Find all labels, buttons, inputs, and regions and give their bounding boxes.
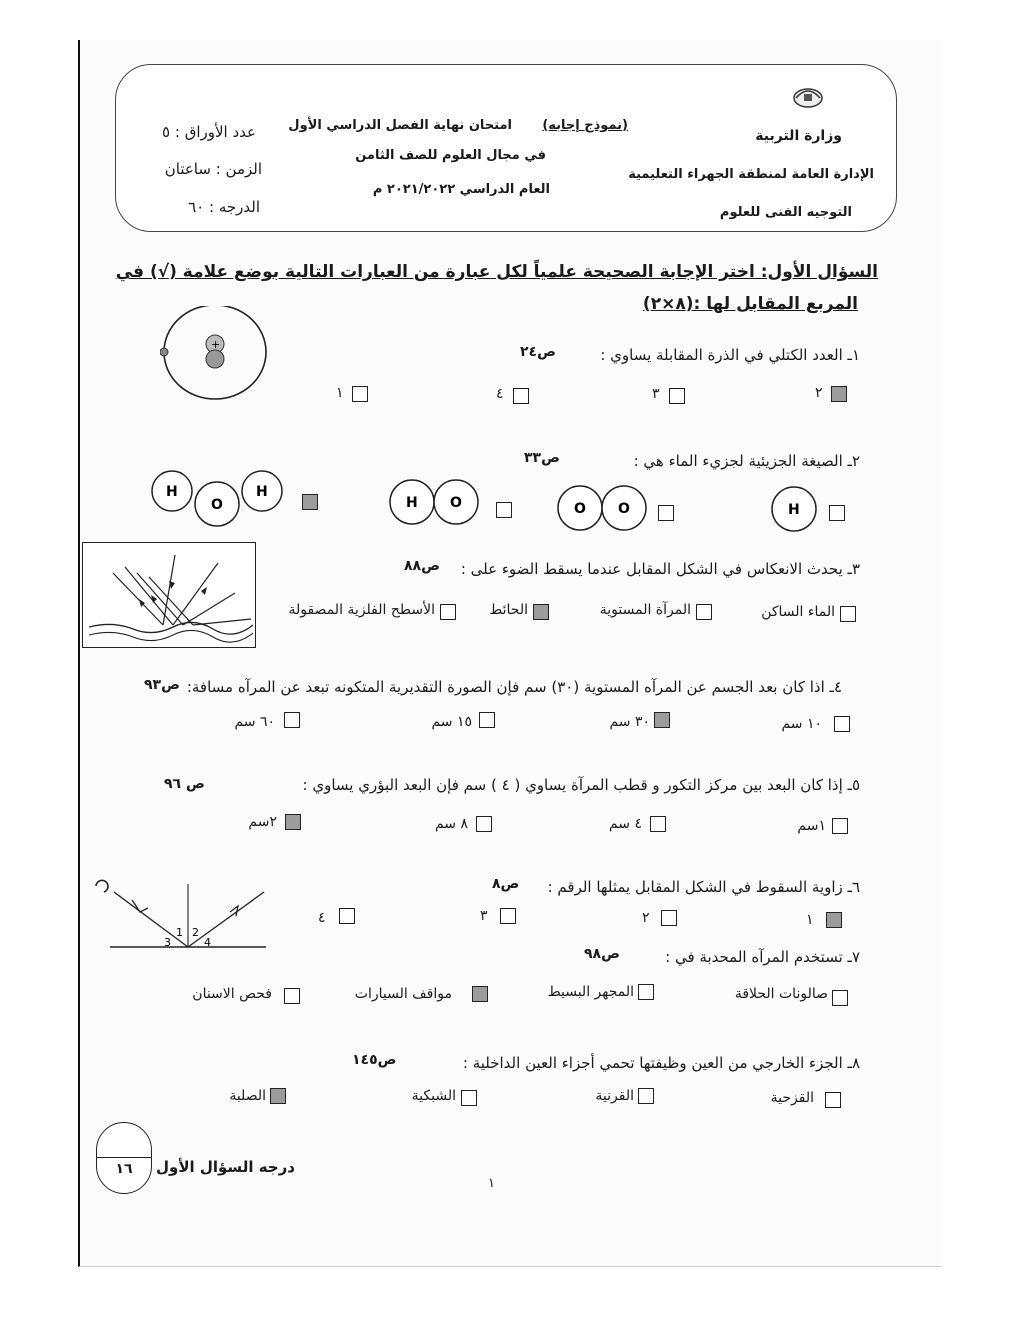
q5-option-1-checkbox[interactable]	[832, 818, 848, 834]
q1-option-1-checkbox[interactable]	[831, 386, 847, 402]
angle-label: 1	[176, 926, 183, 939]
q8-option-2-label: القرنية	[595, 1088, 634, 1104]
section-title-line2: المربع المقابل لها :(٨×٢)	[642, 294, 858, 314]
q8-option-4-label: الصلبة	[229, 1088, 266, 1104]
q4-option-2-label: ٣٠ سم	[609, 714, 650, 730]
q1-option-4-label: ١	[336, 385, 344, 401]
exam-time: الزمن : ساعتان	[164, 160, 262, 178]
q1-option-1-label: ٢	[815, 385, 823, 401]
question-8-page: ص١٤٥	[352, 1052, 397, 1068]
q5-option-3-checkbox[interactable]	[476, 816, 492, 832]
q3-option-3-label: الحائط	[489, 602, 528, 618]
q4-option-3-label: ١٥ سم	[431, 714, 472, 730]
q8-option-3-label: الشبكية	[411, 1088, 456, 1104]
q1-option-2-checkbox[interactable]	[669, 388, 685, 404]
exam-subject: في مجال العلوم للصف الثامن	[355, 148, 546, 163]
question-5-page: ص ٩٦	[164, 776, 205, 792]
q7-option-3-checkbox[interactable]	[472, 986, 488, 1002]
atom-label: H	[166, 484, 178, 500]
q4-option-2-checkbox[interactable]	[654, 712, 670, 728]
ministry-emblem-icon	[788, 82, 828, 116]
question-2-text: ٢ـ الصيغة الجزيئية لجزيء الماء هي :	[633, 452, 860, 470]
q6-option-2-checkbox[interactable]	[661, 910, 677, 926]
q6-option-3-label: ٣	[480, 908, 488, 924]
atom-label: O	[211, 497, 223, 513]
atom-figure	[160, 306, 272, 414]
question-1-page: ص٢٤	[520, 344, 556, 360]
q1-option-4-checkbox[interactable]	[352, 386, 368, 402]
q5-option-2-label: ٤ سم	[608, 816, 642, 832]
directorate-name: الإدارة العامة لمنطقة الجهراء التعليمية	[628, 167, 874, 182]
q7-option-1-checkbox[interactable]	[832, 990, 848, 1006]
q7-option-2-label: المجهر البسيط	[547, 984, 634, 1000]
q3-option-4-checkbox[interactable]	[440, 604, 456, 620]
q3-option-4-label: الأسطح الفلزية المصقولة	[288, 602, 435, 618]
exam-title: امتحان نهاية الفصل الدراسي الأول	[288, 118, 512, 133]
question-3-text: ٣ـ يحدث الانعكاس في الشكل المقابل عندما يسقط الضوء على :	[460, 560, 860, 578]
q3-option-2-label: المرآة المستوية	[599, 602, 691, 618]
q4-option-4-checkbox[interactable]	[284, 712, 300, 728]
q2-option-1-checkbox[interactable]	[829, 505, 845, 521]
q3-option-1-checkbox[interactable]	[840, 606, 856, 622]
question-4-text: ٤ـ اذا كان بعد الجسم عن المرآه المستوية (٣٠) سم فإن الصورة التقديرية المتكونه تبعد عن المرآه مسافة:	[186, 678, 842, 696]
q6-option-4-checkbox[interactable]	[339, 908, 355, 924]
q7-option-4-label: فحص الاسنان	[192, 986, 272, 1002]
q2-option-3-checkbox[interactable]	[496, 502, 512, 518]
atom-label: H	[788, 502, 800, 518]
q7-option-1-label: صالونات الحلاقة	[734, 986, 828, 1002]
question-2-page: ص٣٣	[524, 450, 560, 466]
q3-option-1-label: الماء الساكن	[761, 604, 835, 620]
score-value: ١٦	[115, 1161, 133, 1177]
q4-option-3-checkbox[interactable]	[479, 712, 495, 728]
question-7-page: ص٩٨	[584, 946, 620, 962]
q4-option-1-label: ١٠ سم	[781, 716, 822, 732]
page-number: ١	[488, 1176, 495, 1191]
q6-option-3-checkbox[interactable]	[500, 908, 516, 924]
question-7-text: ٧ـ تستخدم المرآه المحدبة في :	[665, 948, 860, 966]
atom-label: H	[406, 495, 418, 511]
question-3-page: ص٨٨	[404, 558, 440, 574]
q6-option-1-label: ١	[806, 912, 814, 928]
question-1-text: ١ـ العدد الكتلي في الذرة المقابلة يساوي :	[600, 346, 860, 364]
model-answer-label: (نموذج إجابه)	[542, 118, 628, 133]
question-4-page: ص٩٣	[144, 677, 180, 693]
atom-label: O	[574, 501, 586, 517]
q2-option-4-checkbox[interactable]	[302, 494, 318, 510]
q5-option-4-label: ٢سم	[248, 814, 277, 830]
reflection-figure	[82, 542, 256, 648]
question-8-text: ٨ـ الجزء الخارجي من العين وظيفتها تحمي أجزاء العين الداخلية :	[462, 1054, 860, 1072]
svg-text:+: +	[211, 338, 221, 351]
q6-option-2-label: ٢	[642, 910, 650, 926]
q6-option-1-checkbox[interactable]	[826, 912, 842, 928]
q5-option-3-label: ٨ سم	[434, 816, 468, 832]
q8-option-4-checkbox[interactable]	[270, 1088, 286, 1104]
question-5-text: ٥ـ إذا كان البعد بين مركز التكور و قطب المرآة يساوي ( ٤ ) سم فإن البعد البؤري يساوي :	[302, 776, 860, 794]
pages-count: عدد الأوراق : ٥	[162, 123, 256, 141]
q3-option-3-checkbox[interactable]	[533, 604, 549, 620]
supervision-name: التوجيه الفنى للعلوم	[719, 205, 852, 220]
atom-label: O	[450, 495, 462, 511]
angle-label: 3	[164, 936, 171, 949]
q8-option-1-checkbox[interactable]	[825, 1092, 841, 1108]
q5-option-4-checkbox[interactable]	[285, 814, 301, 830]
section-title-line1: السؤال الأول: اختر الإجابة الصحيحة علمياً لكل عبارة من العبارات التالية بوضع علامة (√) في	[115, 262, 878, 282]
q7-option-2-checkbox[interactable]	[638, 984, 654, 1000]
q8-option-3-checkbox[interactable]	[461, 1090, 477, 1106]
q1-option-3-checkbox[interactable]	[513, 388, 529, 404]
q4-option-1-checkbox[interactable]	[834, 716, 850, 732]
ministry-name: وزارة التربية	[755, 128, 842, 144]
q5-option-1-label: ١سم	[797, 818, 826, 834]
q8-option-2-checkbox[interactable]	[638, 1088, 654, 1104]
question-6-page: ص٨	[492, 876, 520, 892]
exam-grade: الدرجه : ٦٠	[188, 198, 260, 216]
molecule-options-figure	[150, 466, 860, 536]
exam-year: العام الدراسي ٢٠٢١/٢٠٢٢ م	[372, 182, 550, 197]
q1-option-2-label: ٣	[652, 386, 660, 402]
incidence-angle-figure	[92, 870, 268, 958]
q7-option-3-label: مواقف السيارات	[354, 986, 452, 1002]
score-label: درجه السؤال الأول	[156, 1158, 295, 1176]
q1-option-3-label: ٤	[496, 386, 504, 402]
angle-label: 2	[192, 926, 199, 939]
q5-option-2-checkbox[interactable]	[650, 816, 666, 832]
q3-option-2-checkbox[interactable]	[696, 604, 712, 620]
q4-option-4-label: ٦٠ سم	[234, 714, 275, 730]
atom-label: O	[618, 501, 630, 517]
score-box	[96, 1122, 152, 1194]
q8-option-1-label: القزحية	[770, 1090, 814, 1106]
q2-option-2-checkbox[interactable]	[658, 505, 674, 521]
question-6-text: ٦ـ زاوية السقوط في الشكل المقابل يمثلها الرقم :	[547, 878, 860, 896]
q6-option-4-label: ٤	[318, 910, 326, 926]
angle-label: 4	[204, 936, 211, 949]
atom-label: H	[256, 484, 268, 500]
q7-option-4-checkbox[interactable]	[284, 988, 300, 1004]
